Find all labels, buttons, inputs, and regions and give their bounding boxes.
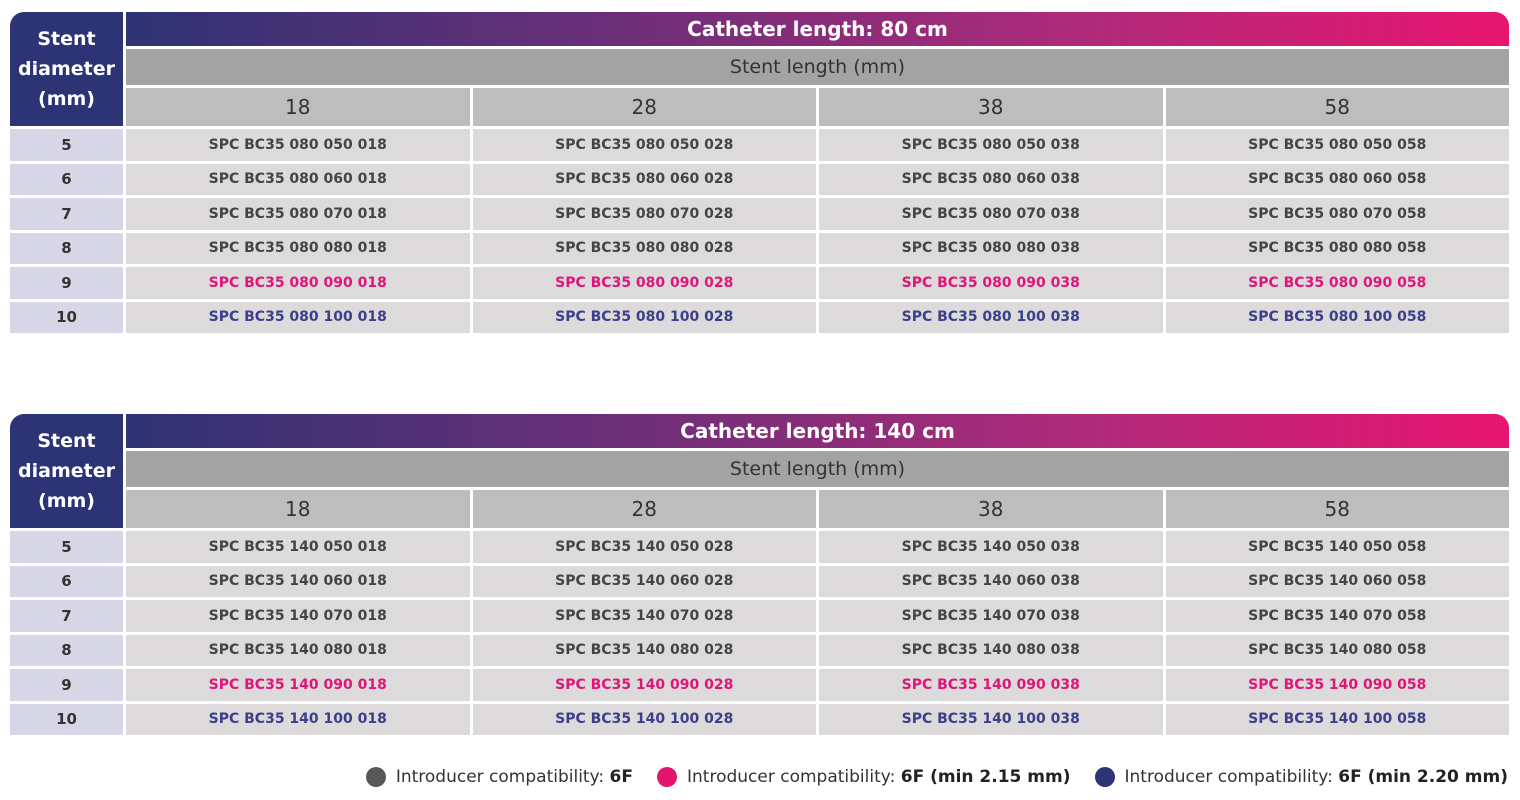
product-code-cell: SPC BC35 080 050 028 xyxy=(473,129,817,161)
length-header-18: 18 xyxy=(126,490,470,528)
length-column-headers xyxy=(126,490,1509,528)
table-row xyxy=(10,635,1509,667)
product-code-cell: SPC BC35 080 060 038 xyxy=(819,164,1163,196)
product-code-cell: SPC BC35 140 090 038 xyxy=(819,669,1163,701)
length-header-18: 18 xyxy=(126,88,470,126)
product-code-cell: SPC BC35 140 060 038 xyxy=(819,566,1163,598)
pink-dot-icon xyxy=(657,767,677,787)
product-code-cell: SPC BC35 140 070 058 xyxy=(1166,600,1510,632)
diameter-cell: 5 xyxy=(10,129,123,161)
diameter-cell: 5 xyxy=(10,531,123,563)
diameter-cell: 10 xyxy=(10,302,123,334)
product-code-cell: SPC BC35 080 060 058 xyxy=(1166,164,1510,196)
legend-label: Introducer compatibility: 6F (min 2.15 mm) xyxy=(687,767,1071,787)
product-code-cell: SPC BC35 140 080 028 xyxy=(473,635,817,667)
product-code-cell: SPC BC35 140 060 058 xyxy=(1166,566,1510,598)
length-header-58: 58 xyxy=(1166,88,1510,126)
table-body xyxy=(10,129,1509,336)
diameter-cell: 8 xyxy=(10,233,123,265)
diameter-cell: 8 xyxy=(10,635,123,667)
product-code-cell: SPC BC35 080 090 018 xyxy=(126,267,470,299)
length-header-28: 28 xyxy=(473,490,817,528)
length-header-58: 58 xyxy=(1166,490,1510,528)
table-row xyxy=(10,704,1509,736)
length-header-38: 38 xyxy=(819,490,1163,528)
product-code-cell: SPC BC35 140 090 018 xyxy=(126,669,470,701)
table-row xyxy=(10,302,1509,334)
product-code-cell: SPC BC35 080 060 018 xyxy=(126,164,470,196)
table-row xyxy=(10,129,1509,161)
legend-item-6f-215 xyxy=(657,767,1071,787)
table-body xyxy=(10,531,1509,738)
grey-dot-icon xyxy=(366,767,386,787)
diameter-cell: 10 xyxy=(10,704,123,736)
product-code-cell: SPC BC35 140 100 038 xyxy=(819,704,1163,736)
product-code-cell: SPC BC35 140 090 028 xyxy=(473,669,817,701)
product-code-cell: SPC BC35 080 060 028 xyxy=(473,164,817,196)
product-code-cell: SPC BC35 080 080 018 xyxy=(126,233,470,265)
product-code-cell: SPC BC35 080 070 018 xyxy=(126,198,470,230)
legend-item-6f xyxy=(366,767,633,787)
legend-item-6f-220 xyxy=(1095,767,1509,787)
table-row xyxy=(10,669,1509,701)
product-code-cell: SPC BC35 080 070 038 xyxy=(819,198,1163,230)
table-row xyxy=(10,600,1509,632)
catheter-length-header: Catheter length: 80 cm xyxy=(126,12,1509,46)
product-code-cell: SPC BC35 140 050 028 xyxy=(473,531,817,563)
navy-dot-icon xyxy=(1095,767,1115,787)
product-code-cell: SPC BC35 140 080 058 xyxy=(1166,635,1510,667)
stent-length-header: Stent length (mm) xyxy=(126,451,1509,487)
product-code-cell: SPC BC35 080 090 058 xyxy=(1166,267,1510,299)
diameter-cell: 9 xyxy=(10,669,123,701)
product-code-cell: SPC BC35 080 050 018 xyxy=(126,129,470,161)
legend-label: Introducer compatibility: 6F xyxy=(395,767,633,787)
table-row xyxy=(10,233,1509,265)
table-row xyxy=(10,164,1509,196)
product-code-cell: SPC BC35 080 050 058 xyxy=(1166,129,1510,161)
product-code-cell: SPC BC35 080 100 028 xyxy=(473,302,817,334)
product-code-cell: SPC BC35 080 100 038 xyxy=(819,302,1163,334)
diameter-cell: 6 xyxy=(10,164,123,196)
product-code-cell: SPC BC35 080 090 038 xyxy=(819,267,1163,299)
product-code-cell: SPC BC35 140 100 058 xyxy=(1166,704,1510,736)
product-code-cell: SPC BC35 140 060 028 xyxy=(473,566,817,598)
diameter-cell: 7 xyxy=(10,198,123,230)
product-code-cell: SPC BC35 140 080 038 xyxy=(819,635,1163,667)
product-code-cell: SPC BC35 140 070 038 xyxy=(819,600,1163,632)
product-code-cell: SPC BC35 140 100 018 xyxy=(126,704,470,736)
product-code-cell: SPC BC35 140 070 028 xyxy=(473,600,817,632)
table-row xyxy=(10,531,1509,563)
product-code-cell: SPC BC35 140 090 058 xyxy=(1166,669,1510,701)
table-row xyxy=(10,198,1509,230)
product-code-cell: SPC BC35 080 070 028 xyxy=(473,198,817,230)
legend-label: Introducer compatibility: 6F (min 2.20 mm) xyxy=(1124,767,1508,787)
length-header-28: 28 xyxy=(473,88,817,126)
product-code-cell: SPC BC35 140 050 018 xyxy=(126,531,470,563)
stent-diameter-header: Stent diameter (mm) xyxy=(10,12,123,126)
product-code-cell: SPC BC35 080 100 058 xyxy=(1166,302,1510,334)
product-code-cell: SPC BC35 080 080 028 xyxy=(473,233,817,265)
legend xyxy=(366,764,1508,790)
stent-length-header: Stent length (mm) xyxy=(126,49,1509,85)
length-header-38: 38 xyxy=(819,88,1163,126)
product-code-cell: SPC BC35 080 080 038 xyxy=(819,233,1163,265)
product-code-cell: SPC BC35 080 070 058 xyxy=(1166,198,1510,230)
catheter-length-header: Catheter length: 140 cm xyxy=(126,414,1509,448)
product-code-cell: SPC BC35 080 080 058 xyxy=(1166,233,1510,265)
diameter-cell: 9 xyxy=(10,267,123,299)
product-code-cell: SPC BC35 140 060 018 xyxy=(126,566,470,598)
product-code-cell: SPC BC35 140 050 038 xyxy=(819,531,1163,563)
product-code-cell: SPC BC35 080 100 018 xyxy=(126,302,470,334)
product-code-cell: SPC BC35 080 090 028 xyxy=(473,267,817,299)
product-code-cell: SPC BC35 140 100 028 xyxy=(473,704,817,736)
diameter-cell: 7 xyxy=(10,600,123,632)
diameter-cell: 6 xyxy=(10,566,123,598)
table-row xyxy=(10,566,1509,598)
stent-diameter-header: Stent diameter (mm) xyxy=(10,414,123,528)
table-row xyxy=(10,267,1509,299)
product-code-cell: SPC BC35 080 050 038 xyxy=(819,129,1163,161)
product-code-cell: SPC BC35 140 070 018 xyxy=(126,600,470,632)
length-column-headers xyxy=(126,88,1509,126)
product-code-cell: SPC BC35 140 080 018 xyxy=(126,635,470,667)
product-code-cell: SPC BC35 140 050 058 xyxy=(1166,531,1510,563)
